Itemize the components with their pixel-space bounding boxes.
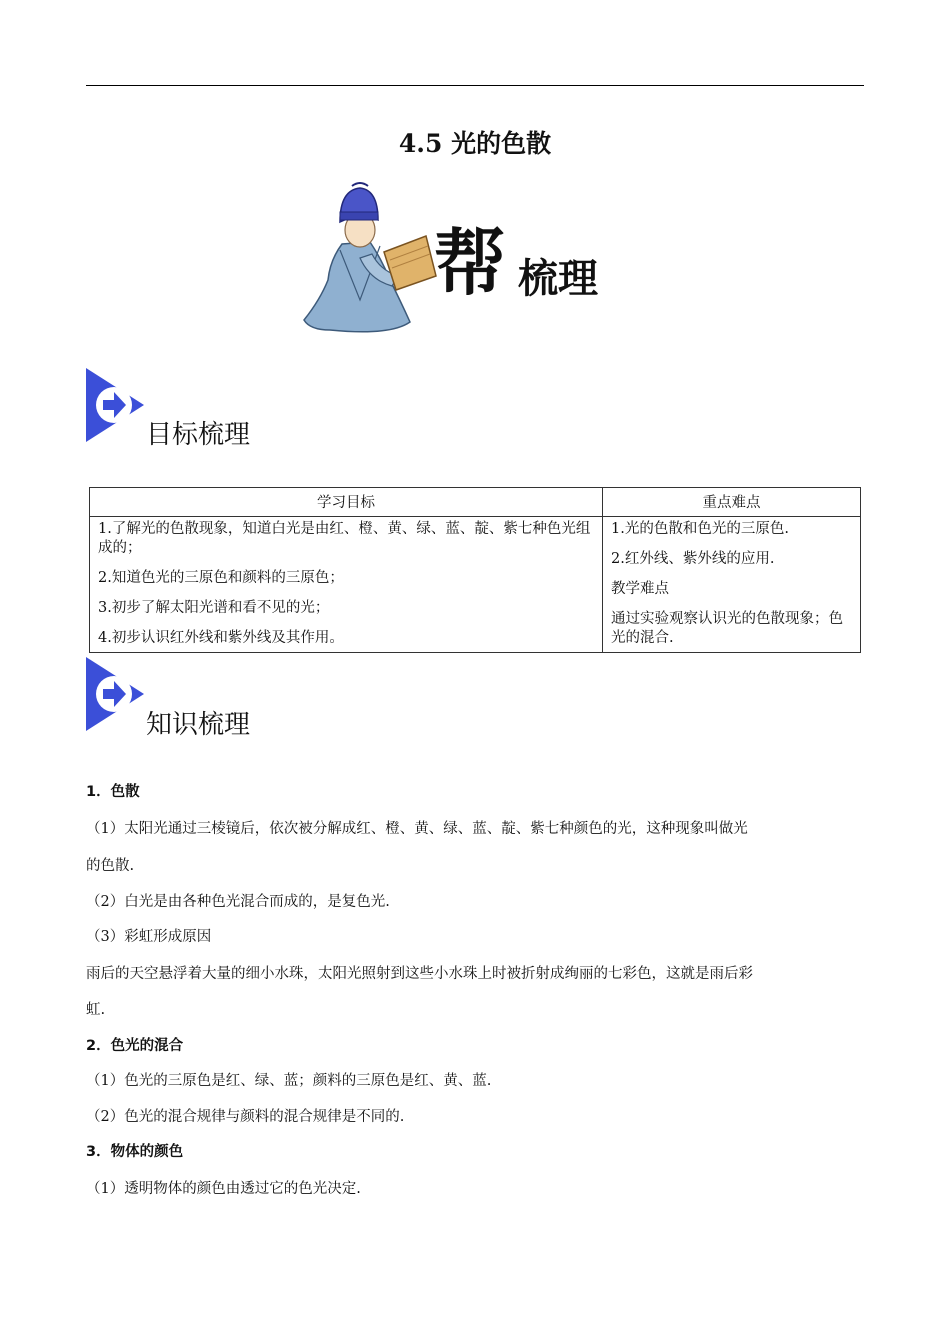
paragraph: 的色散.	[86, 858, 135, 874]
paragraph: （1）太阳光通过三棱镜后，依次被分解成红、橙、黄、绿、蓝、靛、紫七种颜色的光，这种现象叫做光	[86, 821, 748, 837]
keypoints-cell	[603, 517, 861, 653]
scholar-banner	[300, 180, 630, 340]
subheading: 1．色散	[86, 784, 140, 800]
keypoint-item: 2.红外线、紫外线的应用.	[611, 551, 775, 567]
subheading: 3．物体的颜色	[86, 1144, 184, 1160]
paragraph: 虹.	[86, 1002, 106, 1018]
goal-item: 4.初步认识红外线和紫外线及其作用。	[98, 630, 344, 646]
goals-table	[89, 487, 861, 653]
arrow-icon	[86, 657, 144, 731]
paragraph: （2）色光的混合规律与颜料的混合规律是不同的.	[86, 1109, 405, 1125]
keypoint-item: 教学难点	[611, 581, 669, 597]
paragraph: （1）色光的三原色是红、绿、蓝；颜料的三原色是红、黄、蓝.	[86, 1073, 492, 1089]
table-header-keypoints: 重点难点	[603, 488, 861, 517]
table-header-goals: 学习目标	[90, 488, 603, 517]
keypoint-item: 1.光的色散和色光的三原色.	[611, 521, 789, 537]
goal-item: 2.知道色光的三原色和颜料的三原色；	[98, 570, 344, 586]
subheading: 2．色光的混合	[86, 1038, 184, 1054]
page-title: 4.5 光的色散	[398, 129, 552, 158]
section-title-goals: 目标梳理	[146, 420, 251, 450]
banner-big-char: 帮	[434, 220, 507, 305]
scholar-illustration	[304, 183, 436, 332]
goal-item: 1.了解光的色散现象，知道白光是由红、橙、黄、绿、蓝、靛、紫七种色光组成的；	[98, 521, 591, 556]
goals-cell	[90, 517, 603, 653]
header-rule	[86, 85, 864, 86]
paragraph: 雨后的天空悬浮着大量的细小水珠，太阳光照射到这些小水珠上时被折射成绚丽的七彩色，这就是雨后彩	[86, 966, 753, 982]
goal-item: 3.初步了解太阳光谱和看不见的光；	[98, 600, 330, 616]
paragraph: （2）白光是由各种色光混合而成的，是复色光.	[86, 894, 390, 910]
paragraph: （3）彩虹形成原因	[86, 929, 212, 945]
banner-small-text: 梳理	[518, 255, 598, 302]
section-title-knowledge: 知识梳理	[146, 710, 251, 740]
keypoint-item: 通过实验观察认识光的色散现象；色光的混合.	[611, 611, 843, 646]
paragraph: （1）透明物体的颜色由透过它的色光决定.	[86, 1181, 361, 1197]
arrow-icon	[86, 368, 144, 442]
